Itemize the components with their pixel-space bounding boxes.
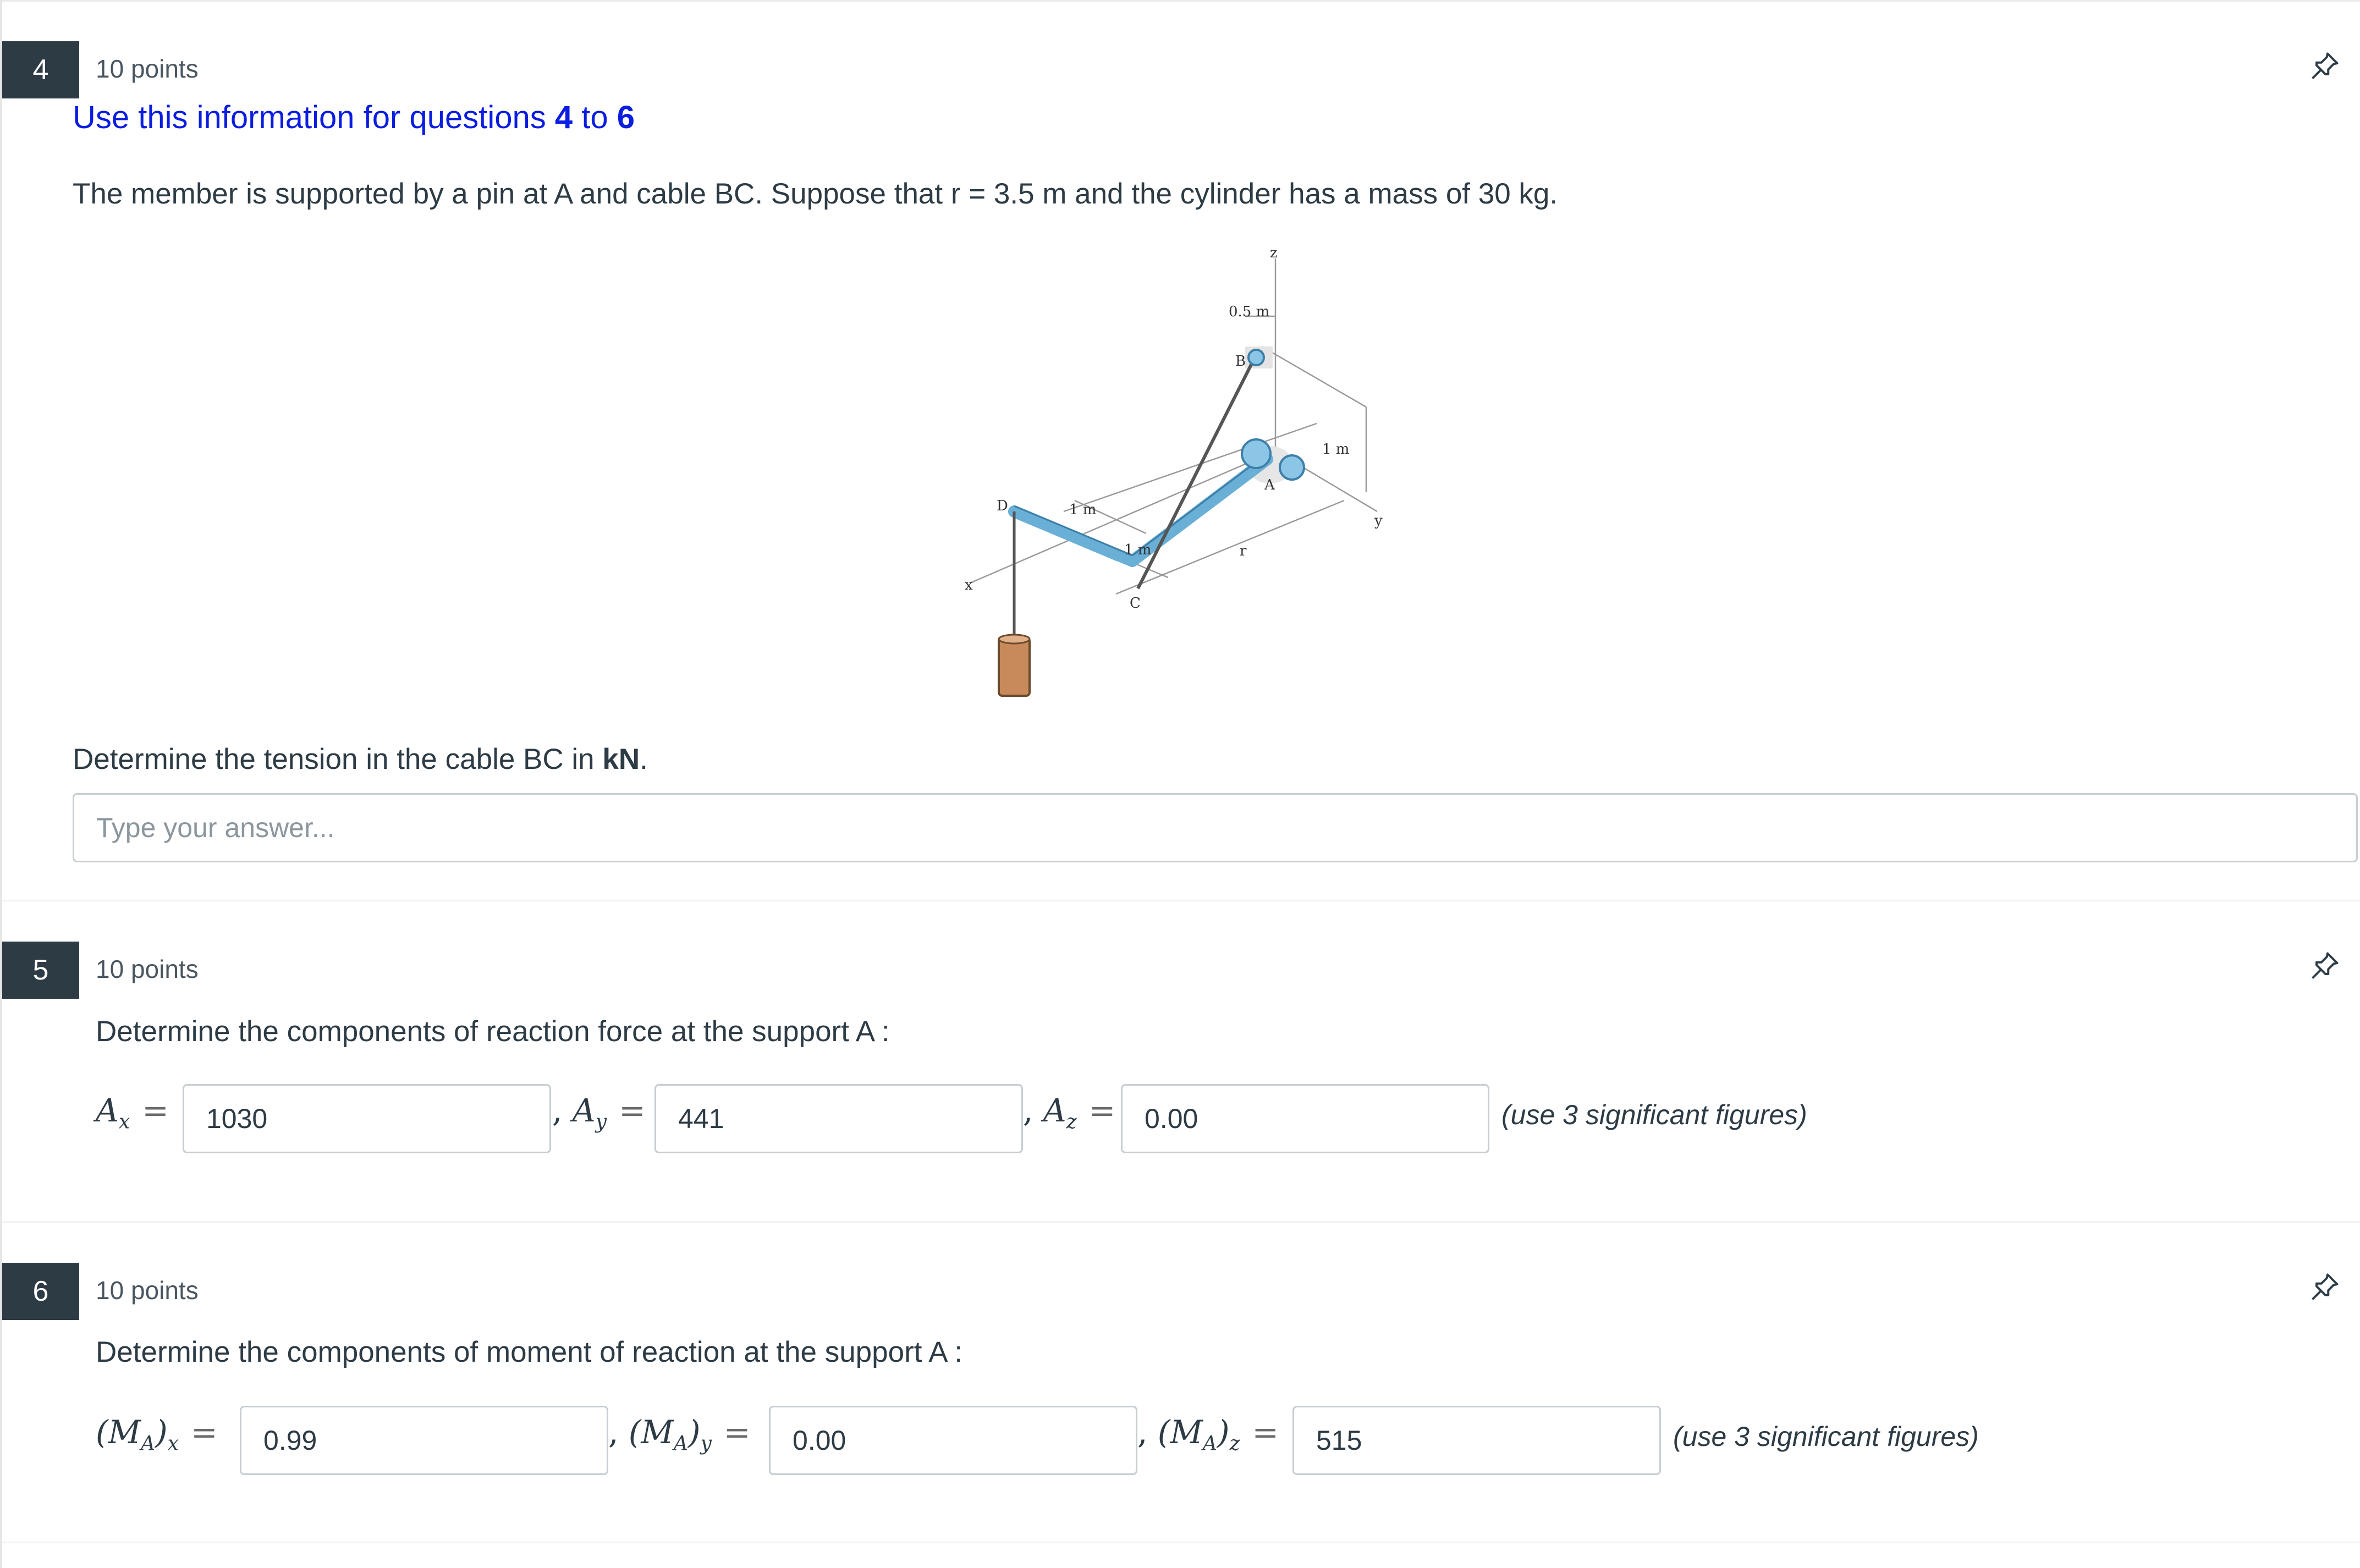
max-input[interactable] — [240, 1406, 608, 1475]
label-1m-top: 1 m — [1069, 502, 1097, 518]
pin-b — [1248, 350, 1264, 365]
pin-icon[interactable] — [2308, 49, 2341, 82]
question-suffix: . — [640, 743, 648, 775]
label-1m-mid: 1 m — [1124, 542, 1152, 558]
cylinder-top — [999, 635, 1030, 643]
ay-input[interactable] — [654, 1084, 1023, 1153]
bearing-a — [1242, 439, 1270, 468]
question-points: 10 points — [96, 1276, 199, 1305]
label-1m-right: 1 m — [1322, 441, 1350, 458]
question-number-badge: 5 — [2, 942, 79, 999]
statics-figure — [937, 242, 1421, 726]
info-prefix: Use this information for questions — [73, 100, 555, 135]
max-label: $(M_A)_x$ = — [96, 1413, 218, 1455]
maz-input[interactable] — [1292, 1406, 1661, 1475]
question-points: 10 points — [96, 955, 199, 983]
info-from: 4 — [554, 100, 573, 135]
az-input[interactable] — [1121, 1084, 1489, 1153]
question-text: Determine the components of reaction force at the support A : — [96, 1015, 890, 1048]
tension-answer-input[interactable] — [73, 793, 2358, 862]
sig-fig-note: (use 3 significant figures) — [1501, 1099, 1807, 1130]
problem-text: The member is supported by a pin at A and cable BC. Suppose that r = 3.5 m and the cylinder has a mass of 30 kg. — [73, 178, 1558, 210]
label-y: y — [1374, 513, 1383, 529]
ax-input[interactable] — [183, 1084, 551, 1153]
label-r: r — [1240, 543, 1247, 559]
label-z: z — [1270, 245, 1278, 261]
question-unit: kN — [602, 743, 640, 775]
info-mid: to — [573, 100, 617, 135]
pin-icon[interactable] — [2308, 949, 2341, 982]
label-a: A — [1264, 477, 1275, 493]
question-divider — [2, 1221, 2360, 1223]
question-prefix: Determine the tension in the cable BC in — [73, 743, 603, 775]
question-divider — [2, 1542, 2360, 1543]
pin-icon[interactable] — [2308, 1270, 2341, 1303]
info-title — [73, 99, 635, 136]
label-half-m: 0.5 m — [1229, 304, 1270, 320]
info-to: 6 — [617, 100, 635, 135]
label-b: B — [1235, 353, 1246, 370]
label-c: C — [1130, 595, 1141, 612]
bearing-a2 — [1280, 455, 1304, 480]
question-text — [73, 742, 648, 776]
may-label: , $(M_A)_y$ = — [608, 1413, 751, 1455]
member-segment-ca — [1132, 459, 1267, 561]
label-d: D — [997, 498, 1008, 514]
question-divider — [2, 900, 2360, 901]
label-x: x — [965, 577, 973, 593]
maz-label: , $(M_A)_z$ = — [1137, 1413, 1279, 1455]
cylinder — [999, 638, 1030, 696]
ay-label: , $A_y$ = — [552, 1092, 646, 1134]
question-text: Determine the components of moment of reaction at the support A : — [96, 1336, 963, 1368]
question-points: 10 points — [96, 54, 199, 83]
guide-line-top — [1262, 346, 1366, 407]
sig-fig-note: (use 3 significant figures) — [1673, 1421, 1979, 1452]
member-segment-top — [1014, 511, 1119, 555]
cable-bc — [1138, 360, 1253, 588]
question-number-badge: 4 — [2, 41, 79, 98]
question-number-badge: 6 — [2, 1263, 79, 1320]
ax-label: $A_x$ = — [96, 1092, 169, 1134]
az-label: , $A_z$ = — [1023, 1092, 1116, 1134]
top-divider — [2, 0, 2360, 2]
may-input[interactable] — [769, 1406, 1137, 1475]
